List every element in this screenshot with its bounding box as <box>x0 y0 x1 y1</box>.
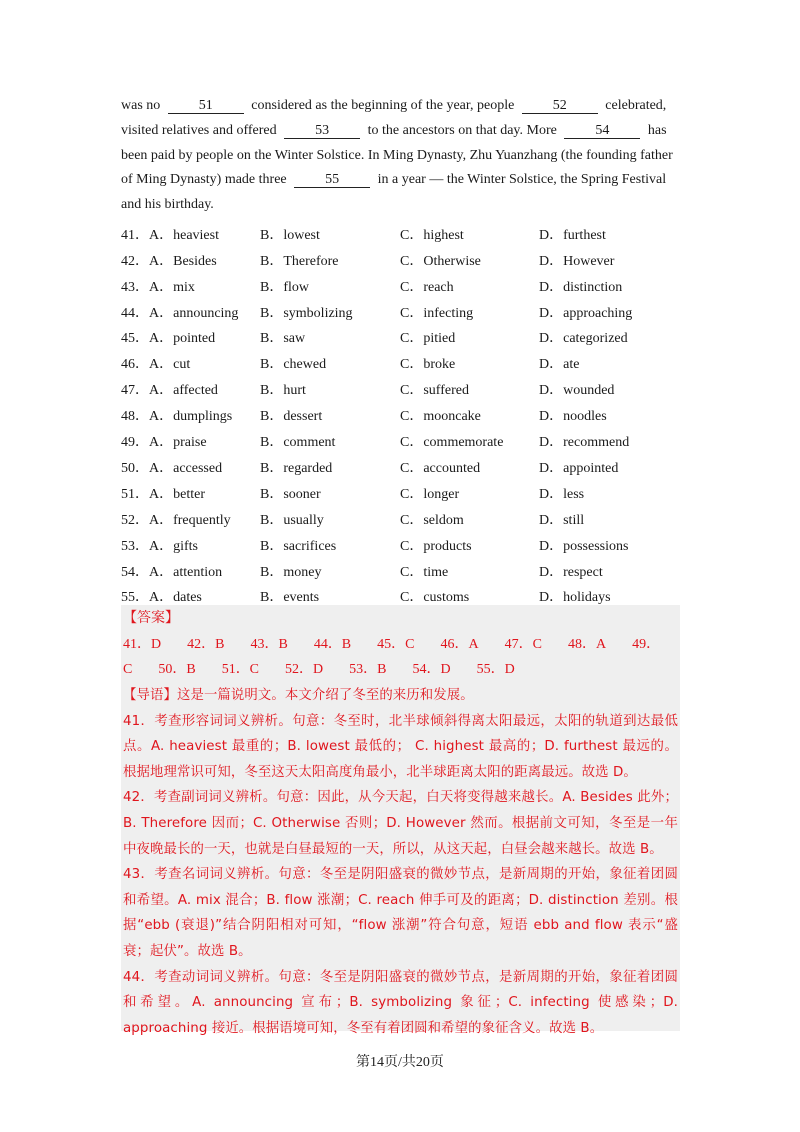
answer-item: 53．B <box>349 662 387 678</box>
option-c: C．infecting <box>400 305 474 321</box>
option-a: 44．A．announcing <box>121 305 239 321</box>
option-d: D．less <box>539 486 585 502</box>
answer-item: 42．B <box>187 636 225 652</box>
option-a: 54．A．attention <box>121 564 223 580</box>
option-b: B．symbolizing <box>260 305 353 321</box>
answer-item: 51．C <box>221 662 260 678</box>
answer-item: 55．D <box>476 662 515 678</box>
option-b: B．lowest <box>260 227 320 243</box>
option-d: D．furthest <box>539 227 606 243</box>
question-row <box>121 428 681 454</box>
passage-fragment: has <box>647 122 667 138</box>
option-b: B．chewed <box>260 357 327 373</box>
answer-row-1 <box>121 632 680 658</box>
option-b: B．hurt <box>260 383 306 399</box>
option-a: 47．A．affected <box>121 383 218 399</box>
option-d: D．respect <box>539 564 603 580</box>
explanation-44: 44．考查动词词义辨析。句意：冬至是阴阳盛衰的微妙节点，是新周期的开始，象征着团圆和希望。A. announcing 宣布；B. symbolizing 象征；C. infecting 使感染；D. approaching 接近。根据语境可知，冬至有着团圆和希望的象征含义。故选 B。 <box>123 969 678 1036</box>
option-b: B．Therefore <box>260 253 339 269</box>
option-a: 41．A．heaviest <box>121 227 219 243</box>
answer-item: 50．B <box>158 662 196 678</box>
option-c: C．time <box>400 564 449 580</box>
option-b: B．sooner <box>260 486 321 502</box>
guide-intro: 【导语】这是一篇说明文。本文介绍了冬至的来历和发展。 <box>123 688 474 704</box>
explanation-42: 42．考查副词词义辨析。句意：因此，从今天起，白天将变得越来越长。A. Besides 此外；B. Therefore 因而；C. Otherwise 否则；D. However 然而。根据前文可知，冬至是一年中夜晚最长的一天，也就是白昼最短的一天，所以，从这天起，白昼会越来越长。故选 B。 <box>123 790 678 857</box>
answer-item: 48．A <box>567 636 607 652</box>
option-c: C．commemorate <box>400 435 504 451</box>
option-d: D．ate <box>539 357 580 373</box>
option-c: C．Otherwise <box>400 253 481 269</box>
option-c: C．broke <box>400 357 456 373</box>
option-c: C．highest <box>400 227 464 243</box>
option-a: 49．A．praise <box>121 435 207 451</box>
option-c: C．accounted <box>400 460 481 476</box>
option-a: 48．A．dumplings <box>121 409 233 425</box>
option-a: 45．A．pointed <box>121 331 216 347</box>
explanation-41: 41．考查形容词词义辨析。句意：冬至时，北半球倾斜得离太阳最远，太阳的轨道到达最低点。A. heaviest 最重的；B. lowest 最低的； C. highest 最高的；D. furthest 最远的。根据地理常识可知，冬至这天太阳高度角最小，北半球距离太阳的距离最远。故选 D。 <box>123 713 678 780</box>
passage-fragment: visited relatives and offered <box>121 122 277 138</box>
option-d: D．noodles <box>539 409 607 425</box>
option-d: D．still <box>539 512 585 528</box>
question-row <box>121 247 681 273</box>
question-row <box>121 376 681 402</box>
answer-item: 43．B <box>250 636 288 652</box>
option-d: D．approaching <box>539 305 633 321</box>
answer-item: 46．A <box>440 636 479 652</box>
passage-text <box>121 94 681 218</box>
blank-55: 55 <box>294 173 370 188</box>
option-d: D．wounded <box>539 383 615 399</box>
option-c: C．longer <box>400 486 460 502</box>
option-c: C．suffered <box>400 383 469 399</box>
answer-item: 41．D <box>123 636 162 652</box>
option-b: B．money <box>260 564 322 580</box>
option-c: C．mooncake <box>400 409 481 425</box>
option-d: D．possessions <box>539 538 629 554</box>
question-row <box>121 532 681 558</box>
passage-fragment: in a year — the Winter Solstice, the Spring Festival <box>377 172 667 188</box>
blank-51: 51 <box>168 99 244 114</box>
answer-item: 49． <box>632 636 661 652</box>
option-a: 50．A．accessed <box>121 460 223 476</box>
answer-item: 45．C <box>377 636 415 652</box>
answer-section <box>121 605 680 1036</box>
option-b: B．usually <box>260 512 324 528</box>
option-a: 46．A．cut <box>121 357 191 373</box>
option-c: C．pitied <box>400 331 456 347</box>
question-row <box>121 480 681 506</box>
question-row <box>121 299 681 325</box>
question-row <box>121 221 681 247</box>
option-c: C．reach <box>400 279 454 295</box>
option-a: 52．A．frequently <box>121 512 231 528</box>
option-a: 53．A．gifts <box>121 538 198 554</box>
explanation-43: 43．考查名词词义辨析。句意：冬至是阴阳盛衰的微妙节点，是新周期的开始，象征着团圆和希望。A. mix 混合；B. flow 涨潮；C. reach 伸手可及的距离；D. distinction 差别。根据“ebb (衰退)”结合阴阳相对可知，“flow 涨潮”符合句意，短语 ebb and flow 表示“盛衰；起伏”。故选 B。 <box>123 867 678 960</box>
option-c: C．customs <box>400 590 470 606</box>
option-d: D．appointed <box>539 460 619 476</box>
passage-fragment: celebrated, <box>605 98 667 113</box>
option-d: D．However <box>539 253 615 269</box>
answer-item: C <box>123 662 133 678</box>
question-row <box>121 273 681 299</box>
option-c: C．seldom <box>400 512 464 528</box>
blank-53: 53 <box>284 124 360 139</box>
answer-heading: 【答案】 <box>123 611 179 626</box>
option-b: B．comment <box>260 435 336 451</box>
passage-fragment: of Ming Dynasty) made three <box>121 172 287 188</box>
option-b: B．saw <box>260 331 306 347</box>
option-d: D．distinction <box>539 279 623 295</box>
question-row <box>121 454 681 480</box>
answer-item: 54．D <box>412 662 451 678</box>
option-b: B．flow <box>260 279 309 295</box>
passage-fragment: was no <box>121 98 161 113</box>
option-a: 43．A．mix <box>121 279 195 295</box>
question-row <box>121 506 681 532</box>
passage-fragment: considered as the beginning of the year, people <box>251 98 515 113</box>
question-row <box>121 402 681 428</box>
answer-item: 52．D <box>285 662 324 678</box>
answer-item: 47．C <box>504 636 542 652</box>
blank-54: 54 <box>564 124 640 139</box>
option-b: B．sacrifices <box>260 538 337 554</box>
option-b: B．dessert <box>260 409 323 425</box>
blank-52: 52 <box>522 99 598 114</box>
question-row <box>121 558 681 584</box>
answer-row-2 <box>121 657 680 683</box>
option-d: D．holidays <box>539 590 611 606</box>
option-a: 55．A．dates <box>121 590 202 606</box>
question-row <box>121 325 681 351</box>
option-d: D．recommend <box>539 435 630 451</box>
option-c: C．products <box>400 538 472 554</box>
option-a: 51．A．better <box>121 486 205 502</box>
passage-fragment: and his birthday. <box>121 197 214 213</box>
page-number: 第14页/共20页 <box>356 1055 444 1070</box>
option-a: 42．A．Besides <box>121 253 217 269</box>
option-b: B．events <box>260 590 320 606</box>
passage-fragment: been paid by people on the Winter Solstice. In Ming Dynasty, Zhu Yuanzhang (the founding father <box>121 147 673 163</box>
passage-fragment: to the ancestors on that day. More <box>367 122 557 138</box>
reading-passage <box>121 94 681 609</box>
question-options-list <box>121 221 681 609</box>
answer-item: 44．B <box>313 636 352 652</box>
option-d: D．categorized <box>539 331 628 347</box>
option-b: B．regarded <box>260 460 333 476</box>
question-row <box>121 350 681 376</box>
